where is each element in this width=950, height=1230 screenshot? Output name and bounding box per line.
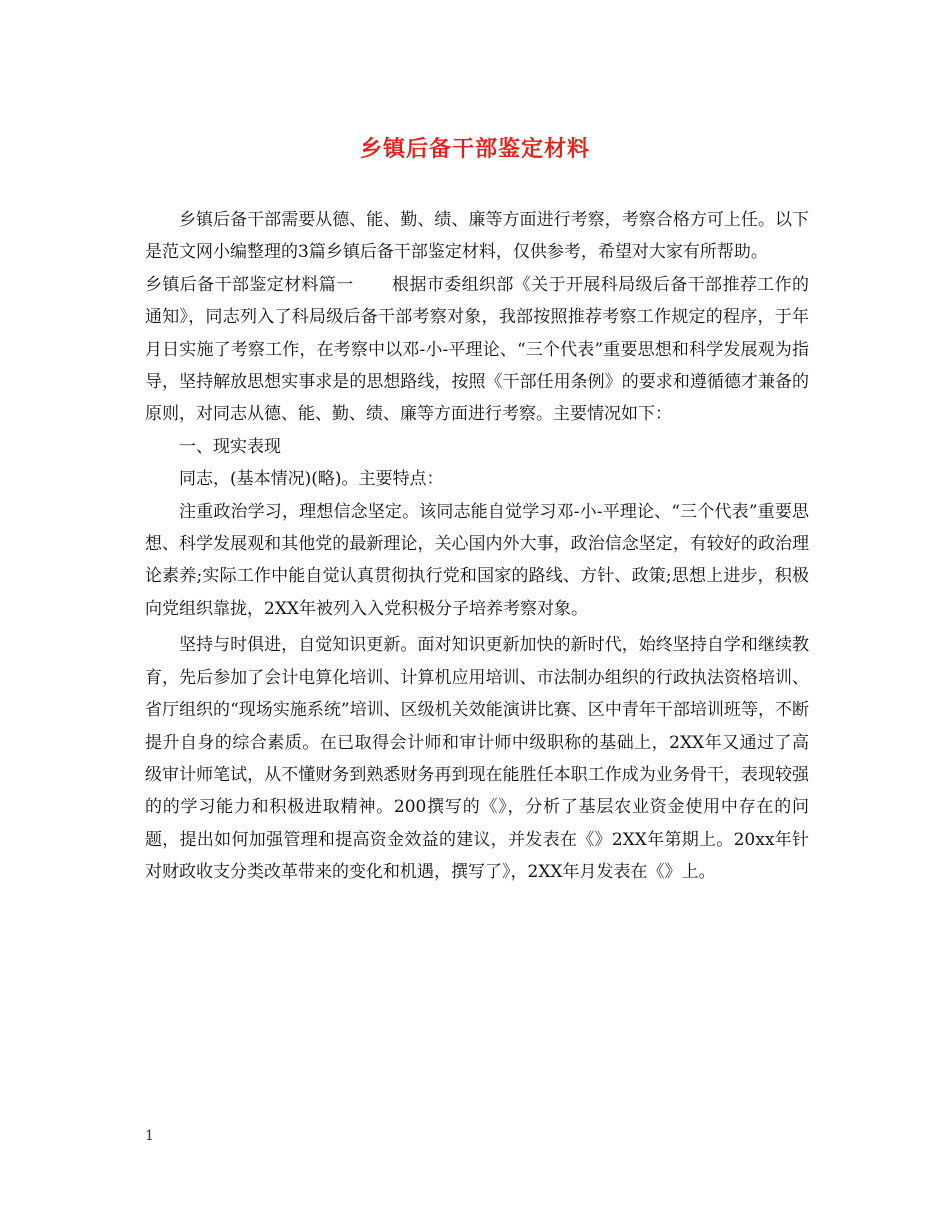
document-title: 乡镇后备干部鉴定材料 — [359, 137, 590, 162]
basic-info-paragraph: 同志，(基本情况)(略)。主要特点： — [179, 469, 444, 490]
knowledge-update-paragraph: 坚持与时俱进，自觉知识更新。面对知识更新加快的新时代，始终坚持自学和继续教育，先后参加了会计电算化培训、计算机应用培训、市法制办组织的行政执法资格培训、省厅组织的“现场实施系统”培训、区级机关效能演讲比赛、区中青年干部培训班等，不断提升自身的综合素质。在已取得会计师和审计师中级职称的基础上，2XX年又通过了高级审计师笔试，从不懂财务到熟悉财务再到现在能胜任本职工作成为业务骨干，表现较强的的学习能力和积极进取精神。200撰写的《》，分析了基层农业资金使用中存在的问题，提出如何加强管理和提高资金效益的建议，并发表在《》2XX年第期上。20xx年针对财政收支分类改革带来的变化和机遇，撰写了》，2XX年月发表在《》上。 — [145, 635, 809, 883]
section-body-text: 根据市委组织部《关于开展科局级后备干部推荐工作的通知》，同志列入了科局级后备干部考察对象，我部按照推荐考察工作规定的程序，于年月日实施了考察工作，在考察中以邓-小-平理论、“三个代表”重要思想和科学发展观为指导，坚持解放思想实事求是的思想路线，按照《干部任用条例》的要求和遵循德才兼备的原则，对同志从德、能、勤、绩、廉等方面进行考察。主要情况如下： — [145, 274, 810, 425]
section-heading: 乡镇后备干部鉴定材料篇一 — [145, 274, 354, 295]
section-paragraph — [145, 269, 809, 431]
political-study-paragraph: 注重政治学习，理想信念坚定。该同志能自觉学习邓-小-平理论、“三个代表”重要思想、科学发展观和其他党的最新理论，关心国内外大事，政治信念坚定，有较好的政治理论素养;实际工作中能自觉认真贯彻执行党和国家的路线、方针、政策;思想上进步，积极向党组织靠拢，2XX年被列入入党积极分子培养考察对象。 — [145, 501, 809, 619]
page-number: 1 — [145, 1128, 154, 1144]
subheading-reality: 一、现实表现 — [179, 436, 281, 457]
intro-paragraph: 乡镇后备干部需要从德、能、勤、绩、廉等方面进行考察，考察合格方可上任。以下是范文网小编整理的3篇乡镇后备干部鉴定材料，仅供参考，希望对大家有所帮助。 — [145, 210, 809, 263]
document-body — [145, 204, 809, 889]
